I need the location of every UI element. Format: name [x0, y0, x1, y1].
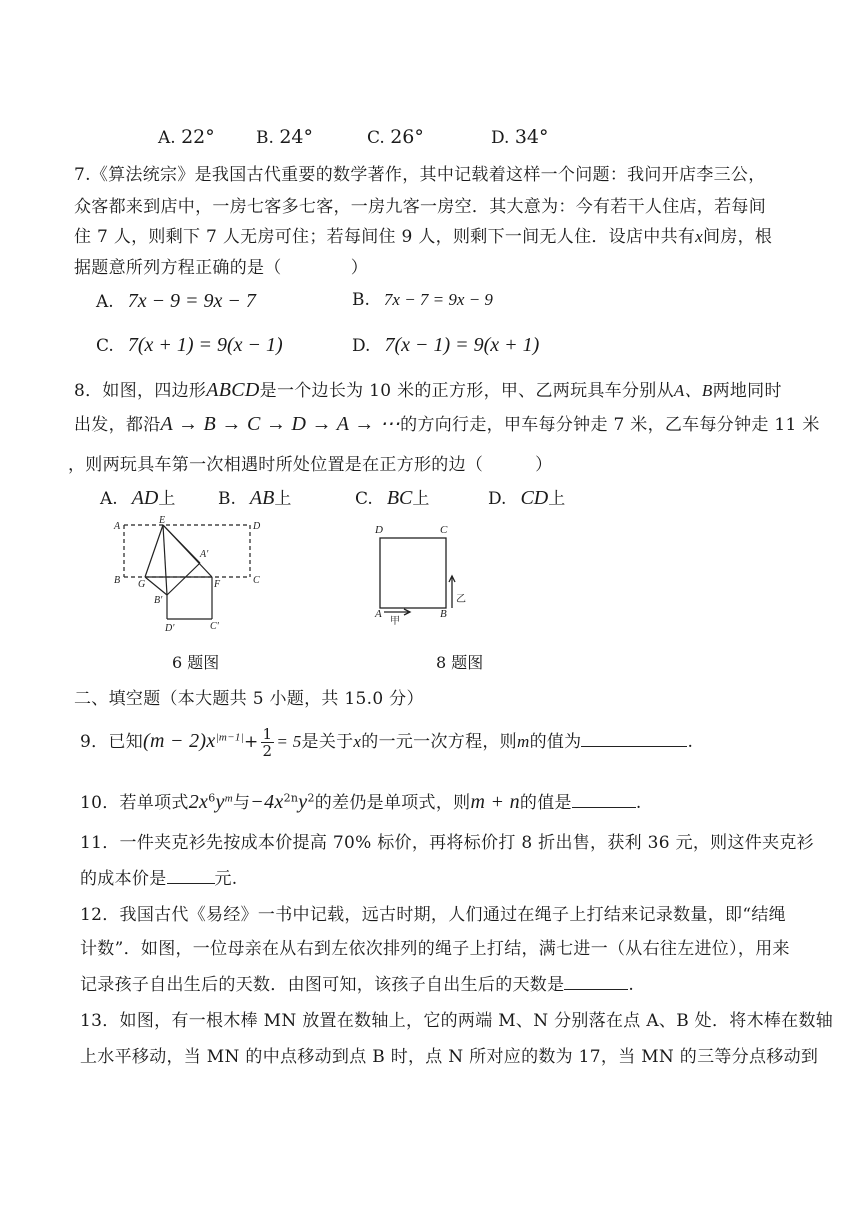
- q8-line-2: 出发，都沿A → B → C → D → A → ⋯的方向行走，甲车每分钟走 7 米，乙车每分钟走 11 米: [74, 413, 820, 435]
- q8-option-d: D. CD上: [488, 487, 566, 509]
- q12-line-2: 计数”．如图，一位母亲在从右到左依次排列的绳子上打结，满七进一（从右往左进位），用来: [80, 939, 790, 959]
- fig8-label-c: C: [440, 524, 448, 536]
- q6-option-c: C. 26°: [367, 126, 424, 148]
- q12-answer-blank: [564, 975, 628, 990]
- q10-line: 10．若单项式$2x^6y^m$与$-4x^{2n}y^2$的差仍是单项式，则m + n的值是 .: [80, 791, 642, 813]
- q7-option-c: C. 7(x + 1) = 9(x − 1): [96, 334, 283, 356]
- fig8-label-a: A: [375, 608, 382, 620]
- q6-option-b: B. 24°: [256, 126, 313, 148]
- q12-line-1: 12．我国古代《易经》一书中记载，远古时期，人们通过在绳子上打结来记录数量，即“结绳: [80, 905, 786, 925]
- fig6-line-ea1: [163, 525, 200, 563]
- q6-option-a: A. 22°: [158, 126, 215, 148]
- fig8-square: [380, 538, 446, 608]
- q13-line-2: 上水平移动，当 MN 的中点移动到点 B 时，点 N 所对应的数为 17，当 MN 的三等分点移动到: [80, 1047, 819, 1067]
- q10-answer-blank: [572, 793, 636, 808]
- q8-line-3: ，则两玩具车第一次相遇时所处位置是在正方形的边（ ）: [68, 455, 553, 475]
- fig6-label-a1: A': [200, 549, 209, 560]
- q9-fraction: $\frac{1}{2}$: [262, 725, 273, 760]
- q7-line-3: 住 7 人，则剩下 7 人无房可住；若每间住 9 人，则剩下一间无人住．设店中共有x间房，根: [74, 227, 773, 247]
- q7-line-4: 据题意所列方程正确的是（ ）: [74, 258, 369, 278]
- fig8-label-b: B: [440, 608, 447, 620]
- fig8-caption: 8 题图: [436, 653, 484, 672]
- q7-option-d: D. 7(x − 1) = 9(x + 1): [352, 334, 540, 356]
- q13-line-1: 13．如图，有一根木棒 MN 放置在数轴上，它的两端 M、N 分别落在点 A、B 处．将木棒在数轴: [80, 1011, 834, 1031]
- q8-option-c: C. BC上: [355, 487, 430, 509]
- fig8-label-yi: 乙: [456, 594, 466, 605]
- q6-option-d: D. 34°: [491, 126, 549, 148]
- fig6-line-gb1: [145, 577, 167, 595]
- q11-line-2: 的成本价是 元.: [80, 869, 238, 889]
- fig8-label-jia: 甲: [390, 616, 400, 627]
- fig6-caption: 6 题图: [172, 653, 220, 672]
- fig6-label-f: F: [214, 579, 221, 590]
- section-2-heading: 二、填空题（本大题共 5 小题，共 15.0 分）: [74, 689, 424, 709]
- fig6-label-a: A: [114, 521, 121, 532]
- fig6-line-eg: [145, 525, 163, 577]
- q8-option-a: A. AD上: [100, 487, 176, 509]
- figure-8: [370, 520, 480, 635]
- figure-6: [110, 515, 270, 640]
- fig6-label-b1: B': [154, 595, 163, 606]
- fig6-label-c: C: [253, 575, 260, 586]
- fig8-label-d: D: [375, 524, 383, 536]
- fig6-line-eb1: [163, 525, 167, 595]
- fig6-label-b: B: [114, 575, 121, 586]
- q7-option-b: B. 7x − 7 = 9x − 9: [352, 290, 493, 310]
- fig6-label-d1: D': [165, 623, 175, 634]
- q8-line-1: 8．如图，四边形ABCD是一个边长为 10 米的正方形，甲、乙两玩具车分别从A、B两地同时: [74, 379, 782, 401]
- fig6-label-c1: C': [210, 621, 219, 632]
- q7-line-2: 众客都来到店中，一房七客多七客，一房九客一房空．其大意为：今有若干人住店，若每间: [74, 197, 766, 217]
- q7-line-1: 7.《算法统宗》是我国古代重要的数学著作，其中记载着这样一个问题：我问开店李三公，: [74, 165, 766, 185]
- fig6-label-g: G: [138, 579, 146, 590]
- q11-line-1: 11．一件夹克衫先按成本价提高 70% 标价，再将标价打 8 折出售，获利 36 元，则这件夹克衫: [80, 833, 814, 853]
- q9-line: 9．已知$(m - 2)x^{|m-1|}+$ $\frac{1}{2}$ = 5是关于x的一元一次方程，则m的值为 .: [80, 725, 694, 760]
- fig6-label-e: E: [159, 515, 166, 526]
- fig6-label-d: D: [253, 521, 261, 532]
- q11-answer-blank: [167, 869, 215, 884]
- fig6-line-b1a1: [167, 563, 200, 595]
- q8-option-b: B. AB上: [218, 487, 292, 509]
- q9-answer-blank: [581, 732, 687, 747]
- q12-line-3: 记录孩子自出生后的天数．由图可知，该孩子自出生后的天数是 .: [80, 975, 635, 995]
- q7-option-a: A. 7x − 9 = 9x − 7: [96, 290, 256, 312]
